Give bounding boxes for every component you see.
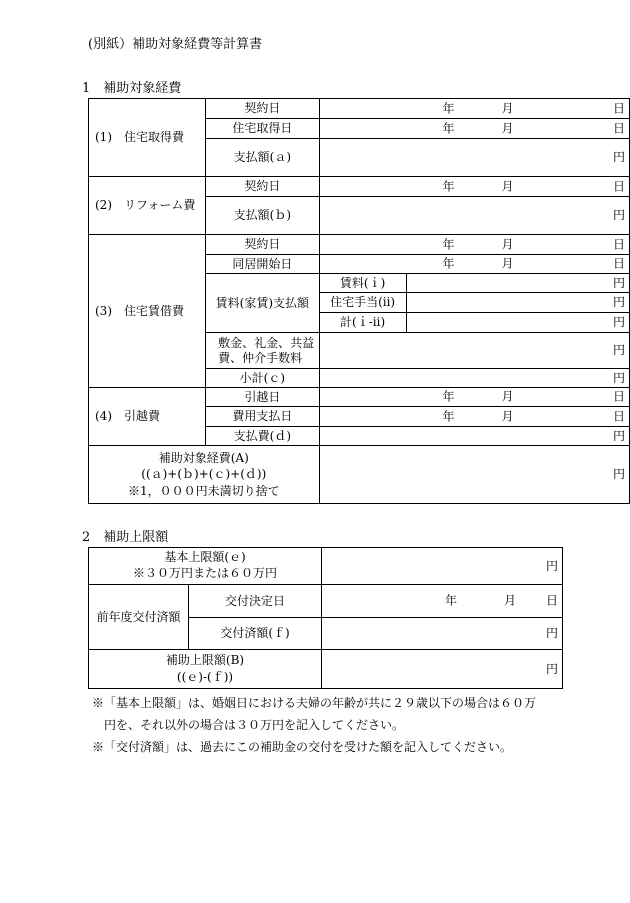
limit-line2: ((ｅ)-(ｆ)) — [176, 670, 234, 684]
decision-date-label: 交付決定日 — [189, 585, 322, 618]
month-unit: 月 — [501, 101, 514, 115]
prev-year-label: 前年度交付済額 — [89, 585, 189, 650]
eligible-expenses-table — [88, 98, 630, 504]
note-base-limit: ※「基本上限額」は、婚姻日における夫婦の年齢が共に２９歳以下の場合は６０万 — [92, 696, 537, 710]
month-unit: 月 — [504, 593, 517, 608]
year-unit: 年 — [442, 256, 455, 271]
rental-contract-date-label: 契約日 — [206, 235, 319, 255]
cohabitation-start-label: 同居開始日 — [206, 255, 319, 274]
deposit-fees-label: 敷金、礼金、共益費、仲介手数料 — [206, 333, 319, 369]
payment-b-field[interactable]: 円 — [319, 197, 629, 235]
day-unit: 日 — [612, 389, 625, 404]
contract-date-label: 契約日 — [206, 99, 319, 119]
housing-purchase-label: (1) 住宅取得費 — [89, 99, 206, 177]
payment-d-label: 支払費(ｄ) — [206, 427, 319, 446]
year-unit: 年 — [445, 593, 458, 608]
reform-contract-date-field[interactable] — [319, 177, 629, 197]
granted-amount-field[interactable]: 円 — [322, 618, 563, 650]
granted-amount-label: 交付済額(ｆ) — [189, 618, 322, 650]
acquisition-date-field[interactable] — [319, 119, 629, 139]
limit-field[interactable]: 円 — [322, 650, 563, 689]
day-unit: 日 — [612, 179, 625, 193]
reform-contract-date-label: 契約日 — [206, 177, 319, 197]
subtotal-c-field[interactable]: 円 — [319, 369, 629, 388]
rent-i-label: 賃料(ｉ) — [319, 274, 406, 293]
moving-date-label: 引越日 — [206, 388, 319, 407]
cohabitation-start-field[interactable] — [319, 255, 629, 274]
section1-heading: 1 補助対象経費 — [82, 81, 182, 96]
day-unit: 日 — [612, 121, 625, 135]
contract-date-field[interactable] — [319, 99, 629, 119]
month-unit: 月 — [501, 179, 514, 193]
day-unit: 日 — [612, 101, 625, 115]
month-unit: 月 — [501, 121, 514, 135]
limit-label — [89, 650, 322, 689]
year-unit: 年 — [442, 237, 455, 251]
moving-date-field[interactable] — [319, 388, 629, 407]
base-limit-label — [89, 548, 322, 585]
day-unit: 日 — [612, 237, 625, 251]
rent-payment-label: 賃料(家賃)支払額 — [206, 274, 319, 333]
payment-a-label: 支払額(ａ) — [206, 139, 319, 177]
acquisition-date-label: 住宅取得日 — [206, 119, 319, 139]
payment-b-label: 支払額(ｂ) — [206, 197, 319, 235]
eligible-total-label — [89, 446, 320, 504]
rent-i-field[interactable]: 円 — [406, 274, 629, 293]
moving-label: (4) 引越費 — [89, 388, 206, 446]
housing-allowance-label: 住宅手当(ⅱ) — [319, 293, 406, 313]
month-unit: 月 — [501, 237, 514, 251]
month-unit: 月 — [501, 389, 514, 404]
rent-total-field[interactable]: 円 — [406, 313, 629, 333]
rental-contract-date-field[interactable] — [319, 235, 629, 255]
base-limit-line2: ※３０万円または６０万円 — [132, 566, 277, 580]
eligible-total-line3: ※1，０００円未満切り捨て — [127, 483, 280, 498]
payment-a-field[interactable]: 円 — [319, 139, 629, 177]
day-unit: 日 — [612, 256, 625, 271]
year-unit: 年 — [442, 101, 455, 115]
month-unit: 月 — [501, 256, 514, 271]
payment-date-field[interactable] — [319, 407, 629, 427]
housing-allowance-field[interactable]: 円 — [406, 293, 629, 313]
decision-date-field[interactable] — [322, 585, 563, 618]
eligible-total-line2: ((ａ)+(ｂ)+(ｃ)+(ｄ)) — [141, 467, 267, 482]
year-unit: 年 — [442, 121, 455, 135]
base-limit-line1: 基本上限額(ｅ) — [164, 550, 246, 565]
document-title: (別紙）補助対象経費等計算書 — [88, 37, 263, 52]
month-unit: 月 — [501, 409, 514, 423]
subtotal-c-label: 小計(ｃ) — [206, 369, 319, 388]
note-granted-amount: ※「交付済額」は、過去にこの補助金の交付を受けた額を記入してください。 — [92, 740, 513, 754]
eligible-total-field[interactable]: 円 — [319, 446, 629, 504]
rent-total-label: 計(ｉ-ⅱ) — [319, 313, 406, 333]
limit-line1: 補助上限額(B) — [165, 653, 245, 668]
year-unit: 年 — [442, 179, 455, 193]
section2-heading: 2 補助上限額 — [82, 530, 169, 545]
payment-d-field[interactable]: 円 — [319, 427, 629, 446]
day-unit: 日 — [612, 409, 625, 423]
year-unit: 年 — [442, 409, 455, 423]
subsidy-limit-table — [88, 547, 563, 689]
payment-date-label: 費用支払日 — [206, 407, 319, 427]
deposit-fees-field[interactable]: 円 — [319, 333, 629, 369]
base-limit-field[interactable]: 円 — [322, 548, 563, 585]
rental-label: (3) 住宅賃借費 — [89, 235, 206, 388]
eligible-total-line1: 補助対象経費(A) — [158, 451, 249, 466]
reform-label: (2) リフォーム費 — [89, 177, 206, 235]
year-unit: 年 — [442, 389, 455, 404]
note-base-limit-cont: 円を、それ以外の場合は３０万円を記入してください。 — [104, 718, 405, 732]
day-unit: 日 — [545, 593, 558, 608]
